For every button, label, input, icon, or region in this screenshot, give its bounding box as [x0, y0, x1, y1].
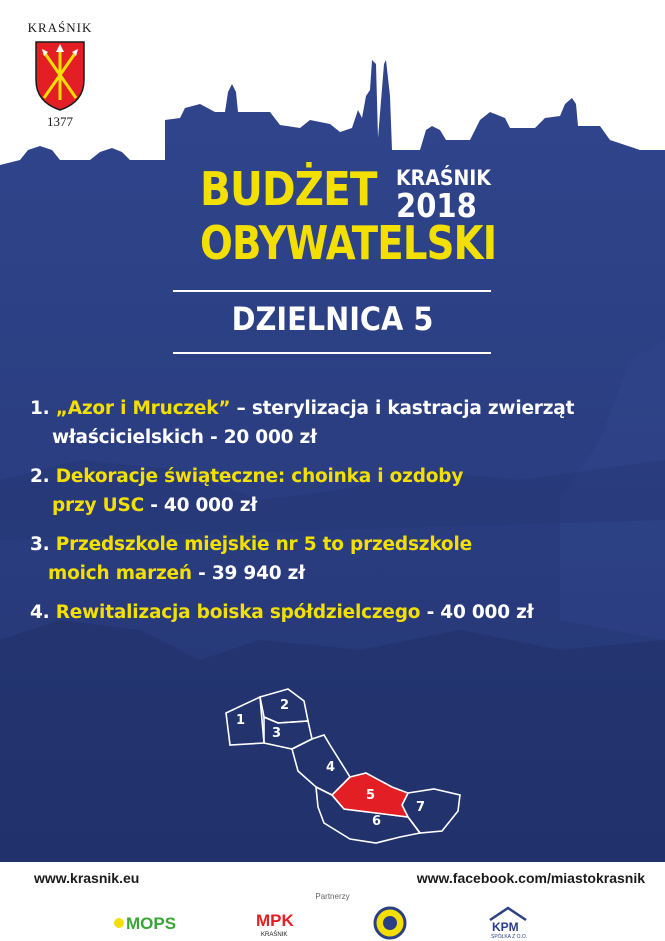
district-heading: DZIELNICA 5 [231, 300, 434, 338]
district-map [220, 683, 470, 853]
map-label: 2 [280, 698, 290, 713]
partner-mops [112, 906, 182, 940]
project-item-1: 1. „Azor i Mruczek” – sterylizacja i kastracja zwierząt właścicielskich - 20 000 zł [30, 398, 575, 448]
project-name: Dekoracje świąteczne: choinka i ozdoby [55, 466, 464, 487]
title-budzet: BUDŻET [200, 162, 377, 216]
svg-text:KRAŚNIK: KRAŚNIK [261, 932, 288, 938]
round-emblem-icon [373, 906, 407, 940]
website-link[interactable]: www.krasnik.eu [34, 870, 140, 886]
city-crest [22, 14, 98, 144]
title-obywatelski: OBYWATELSKI [200, 216, 497, 270]
svg-text:MPK: MPK [256, 911, 294, 930]
map-label: 3 [272, 726, 282, 741]
title-block [0, 160, 665, 290]
project-item-2: 2. Dekoracje świąteczne: choinka i ozdoby przy USC - 40 000 zł [30, 466, 464, 516]
svg-text:SPÓŁKA Z O.O.: SPÓŁKA Z O.O. [491, 934, 528, 940]
project-item-3: 3. Przedszkole miejskie nr 5 to przedszkole moich marzeń - 39 940 zł [30, 534, 472, 584]
map-label: 6 [372, 814, 382, 829]
map-district-7 [402, 789, 460, 833]
mpk-logo-icon [250, 906, 300, 940]
map-label: 1 [236, 713, 246, 728]
divider-bottom [173, 352, 491, 354]
project-list [30, 394, 655, 637]
coat-of-arms-icon [32, 40, 88, 112]
kpm-logo-icon [484, 906, 532, 940]
footer [0, 862, 665, 941]
project-name: Przedszkole miejskie nr 5 to przedszkole [55, 534, 472, 555]
project-name: „Azor i Mruczek” [55, 398, 231, 419]
svg-text:MOPS: MOPS [126, 914, 177, 933]
mops-logo-icon [112, 908, 182, 938]
svg-text:KPM: KPM [492, 920, 519, 934]
map-label: 5 [366, 788, 376, 803]
project-name: Rewitalizacja boiska spółdzielczego [55, 602, 421, 623]
crest-year: 1377 [47, 114, 73, 129]
project-item-4: 4. Rewitalizacja boiska spółdzielczego - 40 000 zł [30, 602, 534, 623]
crest-town-name: KRAŚNIK [27, 20, 93, 35]
title-town: KRAŚNIK [396, 166, 491, 190]
map-label: 7 [416, 800, 426, 815]
partners-label: Partnerzy [315, 892, 350, 901]
map-label: 4 [326, 760, 336, 775]
partner-kpm [484, 906, 532, 940]
divider-top [173, 290, 491, 292]
facebook-link[interactable]: www.facebook.com/miastokrasnik [416, 870, 645, 886]
partner-emblem [370, 906, 410, 940]
title-year: 2018 [396, 186, 477, 225]
partner-mpk [250, 906, 300, 940]
